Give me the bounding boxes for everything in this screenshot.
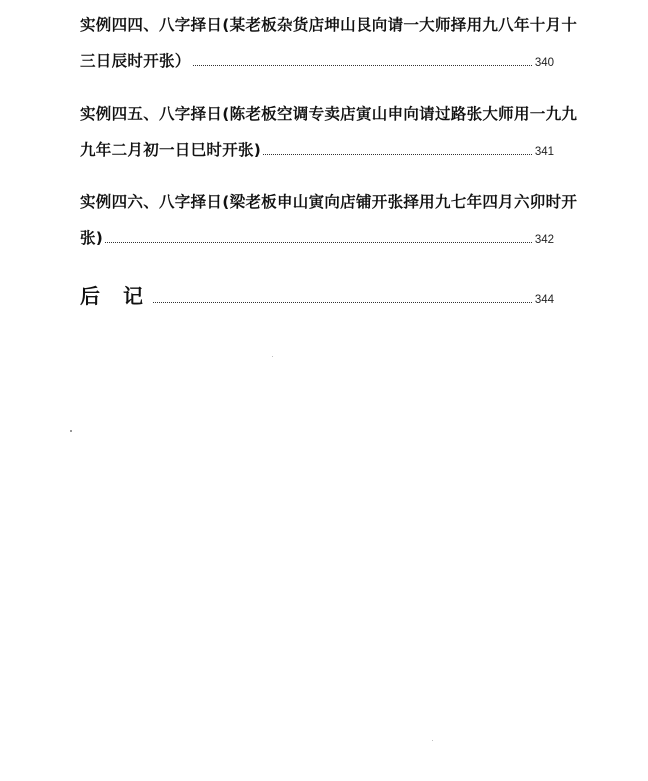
entry-title-line1: 实例四四、八字择日(某老板杂货店坤山艮向请一大师择用九八年十月十 xyxy=(80,16,578,34)
scan-speck xyxy=(70,430,72,432)
dot-leader xyxy=(263,153,532,155)
scan-speck xyxy=(272,356,273,357)
entry-title-line2: 张) xyxy=(80,229,104,247)
dot-leader xyxy=(153,301,532,303)
toc-entry[interactable] xyxy=(80,14,578,72)
scan-speck xyxy=(432,740,433,741)
page-number: 340 xyxy=(534,57,554,69)
toc-entry[interactable] xyxy=(80,103,578,161)
toc-entry-afterword[interactable] xyxy=(80,280,554,309)
entry-title-line1: 实例四六、八字择日(梁老板申山寅向店铺开张择用九七年四月六卯时开 xyxy=(80,193,578,211)
page-number: 342 xyxy=(534,234,554,246)
afterword-title: 后 记 xyxy=(80,284,151,308)
dot-leader xyxy=(193,64,532,66)
page-number: 344 xyxy=(534,294,554,306)
toc-entry[interactable] xyxy=(80,191,578,249)
entry-title-line2: 九年二月初一日巳时开张) xyxy=(80,141,262,159)
dot-leader xyxy=(105,241,532,243)
entry-title-line1: 实例四五、八字择日(陈老板空调专卖店寅山申向请过路张大师用一九九 xyxy=(80,105,578,123)
page-number: 341 xyxy=(534,146,554,158)
entry-title-line2: 三日辰时开张） xyxy=(80,52,191,70)
